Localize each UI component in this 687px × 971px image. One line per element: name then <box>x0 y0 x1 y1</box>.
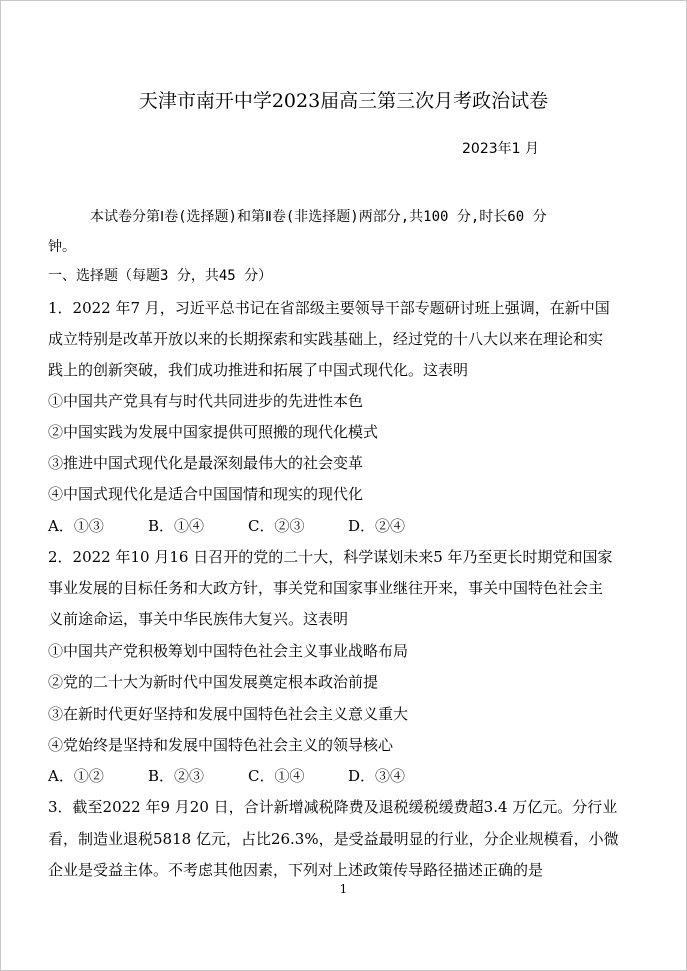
q1-option-b[interactable]: B．①④ <box>148 517 205 535</box>
q1-options <box>48 516 647 536</box>
q1-statement: ③推进中国式现代化是最深刻最伟大的社会变革 <box>48 454 364 472</box>
q2-statement: ②党的二十大为新时代中国发展奠定根本政治前提 <box>48 673 379 691</box>
q2-options <box>48 766 647 786</box>
q1-option-a[interactable]: A．①③ <box>48 517 104 535</box>
intro-line-2: 钟。 <box>48 239 76 255</box>
q1-stem-line: 1．2022 年7 月，习近平总书记在省部级主要领导干部专题研讨班上强调，在新中国 <box>48 299 610 317</box>
q2-statement: ①中国共产党积极筹划中国特色社会主义事业战略布局 <box>48 642 409 660</box>
section-heading: 一、选择题（每题3 分，共45 分） <box>48 268 273 284</box>
exam-title: 天津市南开中学2023届高三第三次月考政治试卷 <box>138 90 549 112</box>
page-number: 1 <box>339 882 348 896</box>
q1-statement: ②中国实践为发展中国家提供可照搬的现代化模式 <box>48 423 379 441</box>
q1-option-c[interactable]: C．②③ <box>248 517 305 535</box>
q1-statement: ①中国共产党具有与时代共同进步的先进性本色 <box>48 392 364 410</box>
q2-stem-line: 2．2022 年10 月16 日召开的党的二十大，科学谋划未来5 年乃至更长时期党和国家 <box>48 548 613 566</box>
intro-line-1: 本试卷分第Ⅰ卷(选择题)和第Ⅱ卷(非选择题)两部分,共100 分,时长60 分 <box>90 209 547 225</box>
q1-option-d[interactable]: D．②④ <box>348 517 406 535</box>
q1-statement: ④中国式现代化是适合中国国情和现实的现代化 <box>48 485 364 503</box>
q2-option-b[interactable]: B．②③ <box>148 767 205 785</box>
q2-statement: ③在新时代更好坚持和发展中国特色社会主义意义重大 <box>48 705 409 723</box>
exam-date: 2023年1 月 <box>462 141 539 157</box>
q3-stem-line: 企业是受益主体。不考虑其他因素，下列对上述政策传导路径描述正确的是 <box>48 861 544 879</box>
q2-option-c[interactable]: C．①④ <box>248 767 305 785</box>
q1-stem-line: 成立特别是改革开放以来的长期探索和实践基础上，经过党的十八大以来在理论和实 <box>48 330 604 348</box>
q2-statement: ④党始终是坚持和发展中国特色社会主义的领导核心 <box>48 736 394 754</box>
q1-stem-line: 践上的创新突破，我们成功推进和拓展了中国式现代化。这表明 <box>48 361 469 379</box>
q2-stem-line: 事业发展的目标任务和大政方针，事关党和国家事业继往开来，事关中国特色社会主 <box>48 579 604 597</box>
q3-stem-line: 3．截至2022 年9 月20 日，合计新增减税降费及退税缓税缓费超3.4 万亿元。分行业 <box>48 798 618 816</box>
q2-option-d[interactable]: D．③④ <box>348 767 406 785</box>
q3-stem-line: 看，制造业退税5818 亿元，占比26.3%，是受益最明显的行业，分企业规模看，小微 <box>48 830 619 848</box>
q2-stem-line: 义前途命运，事关中华民族伟大复兴。这表明 <box>48 610 349 628</box>
q2-option-a[interactable]: A．①② <box>48 767 104 785</box>
